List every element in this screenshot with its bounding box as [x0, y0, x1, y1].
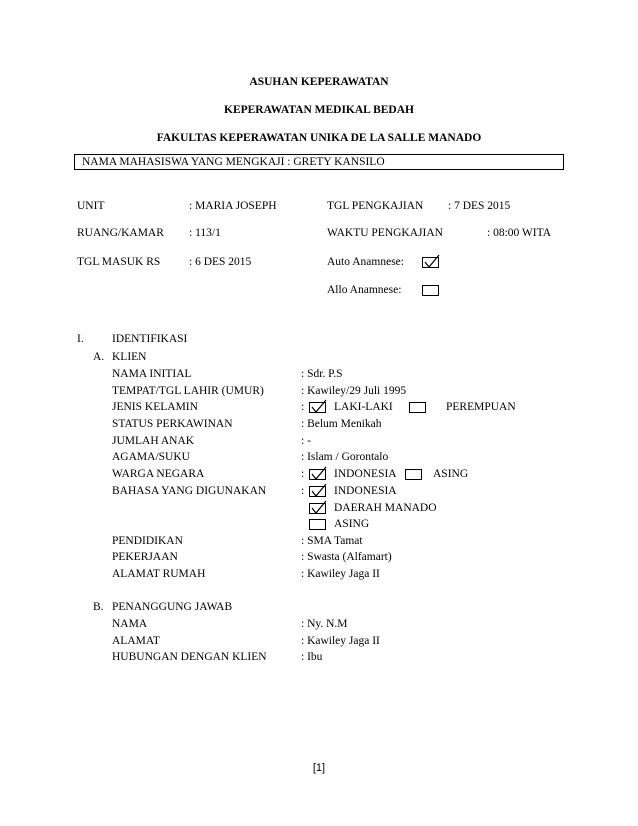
title-line-2: KEPERAWATAN MEDIKAL BEDAH: [224, 104, 414, 116]
check-icon: [311, 467, 327, 481]
guardian-relation-label: HUBUNGAN DENGAN KLIEN: [112, 651, 267, 663]
education-value: : SMA Tamat: [301, 535, 363, 547]
unit-value: : MARIA JOSEPH: [189, 200, 277, 212]
birth-label: TEMPAT/TGL LAHIR (UMUR): [112, 385, 264, 397]
assess-date-value: : 7 DES 2015: [448, 200, 511, 212]
job-label: PEKERJAAN: [112, 551, 178, 563]
citizen-foreign-checkbox[interactable]: [405, 469, 422, 480]
admit-label: TGL MASUK RS: [77, 256, 161, 268]
subsection-a-label: A.: [93, 351, 105, 363]
initial-label: NAMA INITIAL: [112, 368, 192, 380]
citizen-colon: :: [301, 468, 305, 480]
citizen-indonesia-checkbox[interactable]: [309, 469, 326, 480]
allo-anamnese-checkbox[interactable]: [422, 285, 439, 296]
address-label: ALAMAT RUMAH: [112, 568, 206, 580]
guardian-address-value: : Kawiley Jaga II: [301, 635, 380, 647]
education-label: PENDIDIKAN: [112, 535, 183, 547]
title-line-1: ASUHAN KEPERAWATAN: [249, 76, 389, 88]
language-indonesia-label: INDONESIA: [334, 485, 397, 497]
initial-value: : Sdr. P.S: [301, 368, 343, 380]
birth-value: : Kawiley/29 Juli 1995: [301, 385, 407, 397]
guardian-name-value: : Ny. N.M: [301, 618, 348, 630]
language-foreign-checkbox[interactable]: [309, 519, 326, 530]
religion-value: : Islam / Gorontalo: [301, 451, 389, 463]
gender-label: JENIS KELAMIN: [112, 401, 198, 413]
gender-female-label: PEREMPUAN: [446, 401, 516, 413]
page-number: [1]: [312, 762, 326, 774]
job-value: : Swasta (Alfamart): [301, 551, 392, 563]
section-number: I.: [77, 333, 84, 345]
check-icon: [311, 501, 327, 515]
assess-time-label: WAKTU PENGKAJIAN: [327, 227, 443, 239]
guardian-name-label: NAMA: [112, 618, 148, 630]
language-colon: :: [301, 485, 305, 497]
title-line-3: FAKULTAS KEPERAWATAN UNIKA DE LA SALLE MANADO: [156, 132, 482, 144]
gender-male-label: LAKI-LAKI: [334, 401, 393, 413]
language-manado-label: DAERAH MANADO: [334, 502, 437, 514]
auto-anamnese-checkbox[interactable]: [422, 257, 439, 268]
marital-label: STATUS PERKAWINAN: [112, 418, 233, 430]
student-name-box: [74, 154, 564, 170]
student-name: NAMA MAHASISWA YANG MENGKAJI : GRETY KANSILO: [82, 156, 385, 168]
section-title: IDENTIFIKASI: [112, 333, 188, 345]
gender-female-checkbox[interactable]: [409, 402, 426, 413]
address-value: : Kawiley Jaga II: [301, 568, 380, 580]
check-icon: [311, 484, 327, 498]
guardian-relation-value: : Ibu: [301, 651, 323, 663]
subsection-a-title: KLIEN: [112, 351, 147, 363]
subsection-b-label: B.: [93, 601, 104, 613]
gender-male-checkbox[interactable]: [309, 402, 326, 413]
guardian-address-label: ALAMAT: [112, 635, 160, 647]
children-value: : -: [301, 435, 311, 447]
language-indonesia-checkbox[interactable]: [309, 486, 326, 497]
citizen-foreign-label: ASING: [433, 468, 469, 480]
language-label: BAHASA YANG DIGUNAKAN: [112, 485, 267, 497]
room-value: : 113/1: [189, 227, 221, 239]
language-foreign-label: ASING: [334, 518, 370, 530]
admit-value: : 6 DES 2015: [189, 256, 252, 268]
allo-anamnese-label: Allo Anamnese:: [327, 284, 402, 296]
citizen-indonesia-label: INDONESIA: [334, 468, 397, 480]
language-manado-checkbox[interactable]: [309, 503, 326, 514]
citizen-label: WARGA NEGARA: [112, 468, 205, 480]
gender-colon: :: [301, 401, 305, 413]
check-icon: [424, 255, 440, 269]
unit-label: UNIT: [77, 200, 105, 212]
religion-label: AGAMA/SUKU: [112, 451, 190, 463]
auto-anamnese-label: Auto Anamnese:: [327, 256, 404, 268]
children-label: JUMLAH ANAK: [112, 435, 195, 447]
check-icon: [311, 400, 327, 414]
subsection-b-title: PENANGGUNG JAWAB: [112, 601, 233, 613]
assess-date-label: TGL PENGKAJIAN: [327, 200, 424, 212]
marital-value: : Belum Menikah: [301, 418, 382, 430]
room-label: RUANG/KAMAR: [77, 227, 164, 239]
assess-time-value: : 08:00 WITA: [487, 227, 552, 239]
